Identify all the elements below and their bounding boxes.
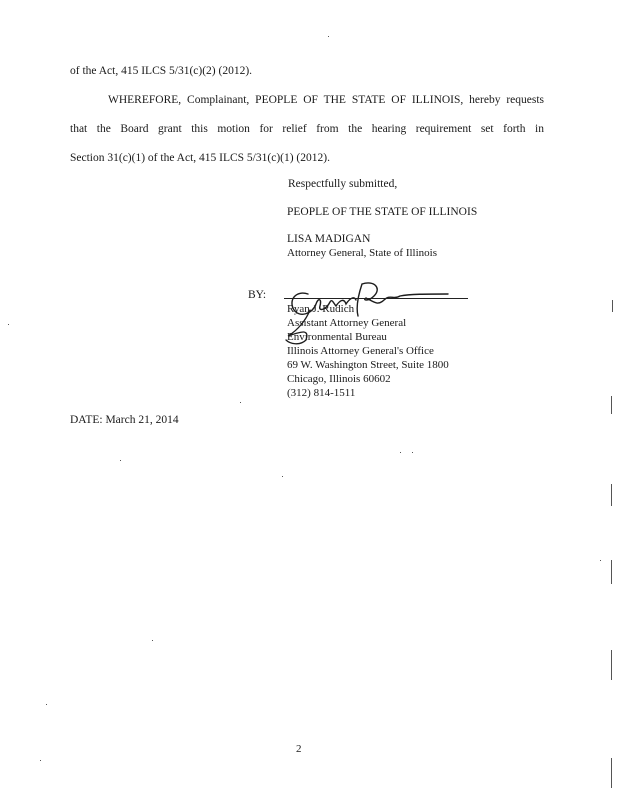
scan-mark xyxy=(611,758,612,788)
signer-name: Ryan J. Rudich xyxy=(287,303,355,315)
scan-mark xyxy=(412,452,413,453)
scan-mark xyxy=(400,452,401,453)
scan-mark xyxy=(40,760,41,761)
by-label: BY: xyxy=(248,289,267,301)
scan-mark xyxy=(240,402,241,403)
body-line-3: that the Board grant this motion for relief from the hearing requirement set forth in xyxy=(70,123,544,135)
attorney-name: LISA MADIGAN xyxy=(287,233,371,245)
page-number: 2 xyxy=(296,743,302,755)
signature-line xyxy=(284,298,468,299)
scan-mark xyxy=(120,460,121,461)
city-address: Chicago, Illinois 60602 xyxy=(287,373,391,385)
scan-mark xyxy=(152,640,153,641)
office-name: Illinois Attorney General's Office xyxy=(287,345,434,357)
street-address: 69 W. Washington Street, Suite 1800 xyxy=(287,359,449,371)
scan-mark xyxy=(328,36,329,37)
date-line: DATE: March 21, 2014 xyxy=(70,414,179,426)
body-line-1: of the Act, 415 ILCS 5/31(c)(2) (2012). xyxy=(70,65,253,77)
party-name: PEOPLE OF THE STATE OF ILLINOIS xyxy=(287,206,478,218)
scan-mark xyxy=(611,396,612,414)
scan-mark xyxy=(600,560,601,561)
phone-number: (312) 814-1511 xyxy=(287,387,356,399)
scan-mark xyxy=(611,650,612,680)
scan-mark xyxy=(8,324,9,325)
scan-mark xyxy=(611,560,612,584)
scan-mark xyxy=(611,484,612,506)
signer-bureau: Environmental Bureau xyxy=(287,331,387,343)
closing-text: Respectfully submitted, xyxy=(288,178,398,190)
attorney-title: Attorney General, State of Illinois xyxy=(287,247,437,259)
body-line-4: Section 31(c)(1) of the Act, 415 ILCS 5/31(c)(1) (2012). xyxy=(70,152,330,164)
scan-mark xyxy=(46,704,47,705)
scan-mark xyxy=(612,300,613,312)
wherefore-line: WHEREFORE, Complainant, PEOPLE OF THE STATE OF ILLINOIS, hereby requests xyxy=(108,94,544,106)
scan-mark xyxy=(282,476,283,477)
signer-title: Assistant Attorney General xyxy=(287,317,407,329)
